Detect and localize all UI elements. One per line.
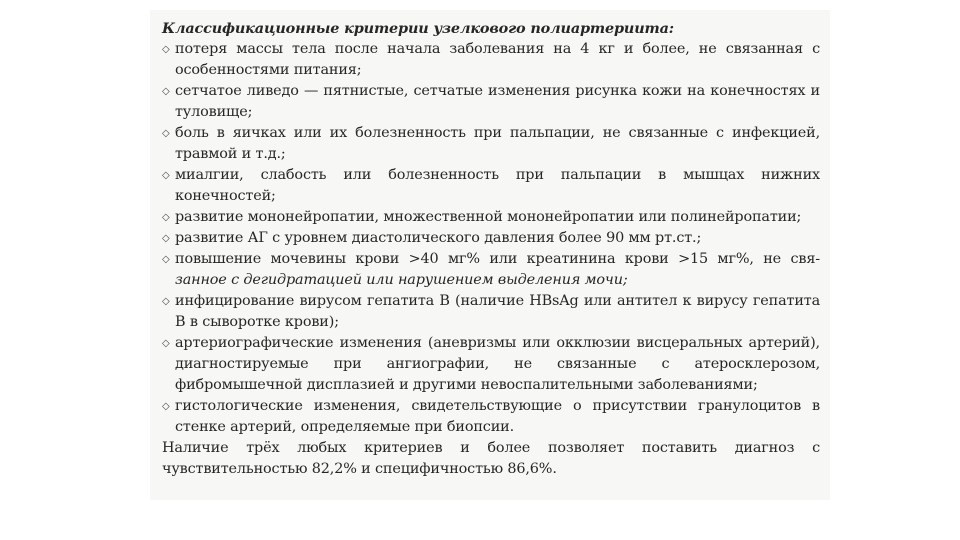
diamond-bullet-icon: ◇ (162, 86, 170, 97)
diamond-bullet-icon: ◇ (162, 128, 170, 139)
diamond-bullet-icon: ◇ (162, 44, 170, 55)
list-item (162, 39, 820, 81)
list-item (162, 249, 820, 291)
list-item (162, 207, 820, 228)
list-item (162, 291, 820, 333)
conclusion-text: Наличие трёх любых критериев и более позволяет поставить диагноз с чувствительностью 82,2% и специфичностью 86,6%. (162, 440, 820, 477)
criterion-text-italic: занное с дегидратацией или нарушением выделения мочи; (175, 272, 628, 288)
diamond-bullet-icon: ◇ (162, 233, 170, 244)
diamond-bullet-icon: ◇ (162, 338, 170, 349)
diamond-bullet-icon: ◇ (162, 254, 170, 265)
diamond-bullet-icon: ◇ (162, 401, 170, 412)
criterion-text: потеря массы тела после начала заболевания на 4 кг и более, не связанная с особенностями питания; (175, 41, 820, 78)
criterion-text: развитие АГ с уровнем диастолического давления более 90 мм рт.ст.; (175, 230, 702, 246)
criterion-text: боль в яичках или их болезненность при пальпации, не связанные с инфекцией, травмой и т.д.; (175, 125, 820, 162)
list-item (162, 81, 820, 123)
criterion-text: повышение мочевины крови >40 мг% или креатинина крови >15 мг%, не свя- (175, 251, 820, 267)
list-item (162, 396, 820, 438)
diamond-bullet-icon: ◇ (162, 170, 170, 181)
criterion-text: развитие мононейропатии, множественной мононейропатии или полинейропатии; (175, 209, 802, 225)
list-item (162, 228, 820, 249)
criterion-text: сетчатое ливедо — пятнистые, сетчатые изменения рисунка кожи на конечностях и туловище; (175, 83, 820, 120)
list-item (162, 333, 820, 396)
list-item (162, 123, 820, 165)
criterion-text: гистологические изменения, свидетельствующие о присутствии гранулоцитов в стенке артерий, определяемые при биопсии. (175, 398, 820, 435)
criterion-text: миалгии, слабость или болезненность при пальпации в мышцах нижних конечностей; (175, 167, 820, 204)
criterion-text: инфицирование вирусом гепатита B (наличие HBsAg или антител к вирусу гепатита B в сыворотке крови); (175, 293, 820, 330)
list-item (162, 165, 820, 207)
diamond-bullet-icon: ◇ (162, 212, 170, 223)
diamond-bullet-icon: ◇ (162, 296, 170, 307)
scanned-page (150, 10, 830, 500)
criteria-list (162, 39, 820, 438)
page-title: Классификационные критерии узелкового полиартериита: (162, 20, 674, 37)
criterion-text: артериографические изменения (аневризмы или окклюзии висцеральных артерий), диагностируемые при ангиографии, не связанные с атеросклерозом, фибромышечной дисплазией и другими невоспалительными заболеваниями; (175, 335, 820, 393)
